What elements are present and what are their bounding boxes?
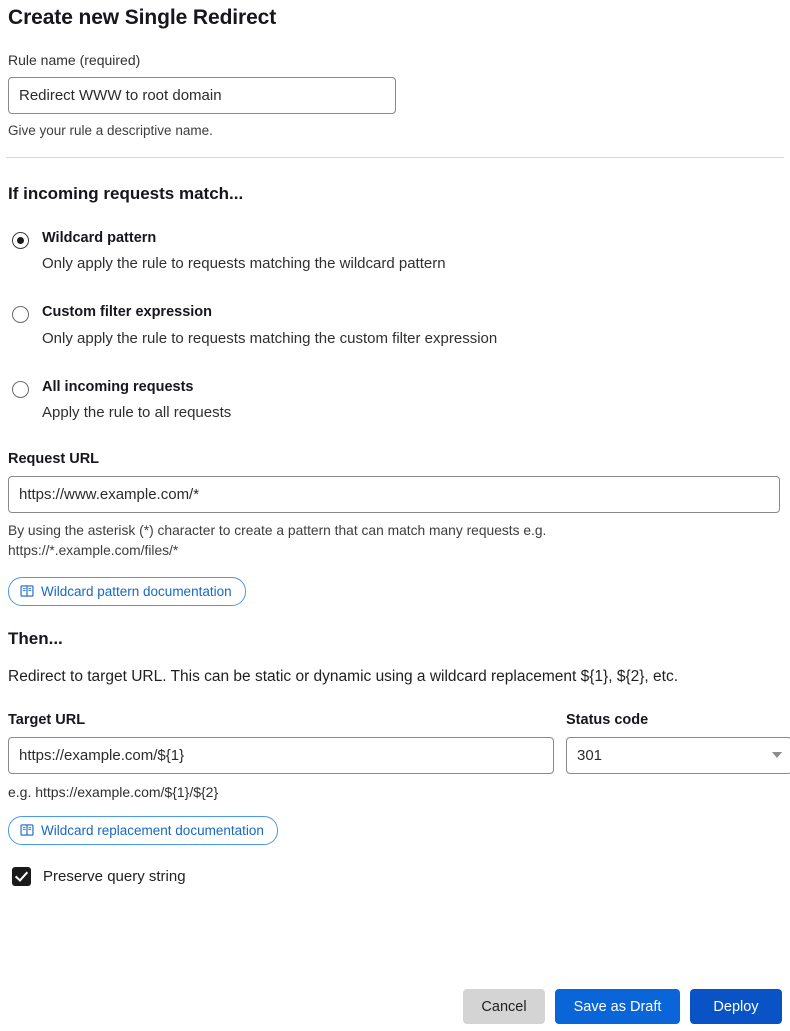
then-section-heading: Then...: [8, 628, 63, 648]
radio-description: Apply the rule to all requests: [42, 403, 232, 421]
preserve-query-string-row[interactable]: [12, 867, 784, 886]
match-section-heading: If incoming requests match...: [8, 184, 244, 203]
status-code-value: 301: [577, 746, 603, 764]
preserve-query-string-label: Preserve query string: [43, 867, 186, 885]
status-code-select[interactable]: [566, 737, 790, 774]
radio-description: Only apply the rule to requests matching the wildcard pattern: [42, 255, 446, 273]
page-title: Create new Single Redirect: [8, 6, 277, 29]
radio-description: Only apply the rule to requests matching the custom filter expression: [42, 329, 498, 347]
then-section-description: Redirect to target URL. This can be static or dynamic using a wildcard replacement ${1}, ${2}, etc.: [8, 667, 679, 685]
target-url-input[interactable]: [8, 737, 554, 774]
doc-link-label: Wildcard replacement documentation: [41, 822, 264, 838]
radio-title: Wildcard pattern: [42, 230, 157, 246]
form-actions: [463, 989, 782, 1024]
radio-title: Custom filter expression: [42, 304, 213, 321]
radio-option-custom-filter-expression[interactable]: [6, 302, 784, 348]
target-and-status-row: [6, 686, 784, 774]
target-url-hint: e.g. https://example.com/${1}/${2}: [8, 783, 219, 800]
radio-title: All incoming requests: [42, 378, 194, 395]
request-url-hint: [8, 521, 784, 561]
section-divider: [6, 157, 784, 158]
wildcard-pattern-documentation-link[interactable]: [8, 577, 246, 606]
target-url-label: Target URL: [8, 711, 86, 728]
book-icon: [20, 823, 34, 837]
deploy-button[interactable]: Deploy: [690, 989, 782, 1024]
save-as-draft-button[interactable]: Save as Draft: [555, 989, 680, 1024]
radio-icon[interactable]: [12, 381, 29, 398]
request-url-input[interactable]: [8, 476, 780, 513]
cancel-button[interactable]: Cancel: [463, 989, 545, 1024]
book-icon: [20, 584, 34, 598]
rule-name-hint: Give your rule a descriptive name.: [8, 123, 213, 138]
request-url-hint-line1: By using the asterisk (*) character to create a pattern that can match many requests e.g.: [8, 522, 547, 538]
status-code-label: Status code: [566, 711, 649, 728]
match-options-group: [6, 228, 784, 423]
status-code-column: [566, 686, 790, 774]
status-code-select-wrapper: [566, 737, 790, 774]
wildcard-replacement-documentation-link[interactable]: [8, 816, 278, 845]
radio-option-all-incoming-requests[interactable]: [6, 377, 784, 423]
rule-name-input[interactable]: [8, 77, 396, 114]
radio-option-wildcard-pattern[interactable]: [6, 228, 784, 274]
radio-icon[interactable]: [12, 306, 29, 323]
radio-icon-selected[interactable]: [12, 232, 29, 249]
target-url-column: [8, 686, 554, 774]
checkbox-checked-icon[interactable]: [12, 867, 31, 886]
request-url-label: Request URL: [8, 450, 100, 467]
rule-name-label: Rule name (required): [8, 52, 141, 68]
request-url-hint-line2: https://*.example.com/files/*: [8, 542, 179, 558]
doc-link-label: Wildcard pattern documentation: [41, 583, 232, 599]
